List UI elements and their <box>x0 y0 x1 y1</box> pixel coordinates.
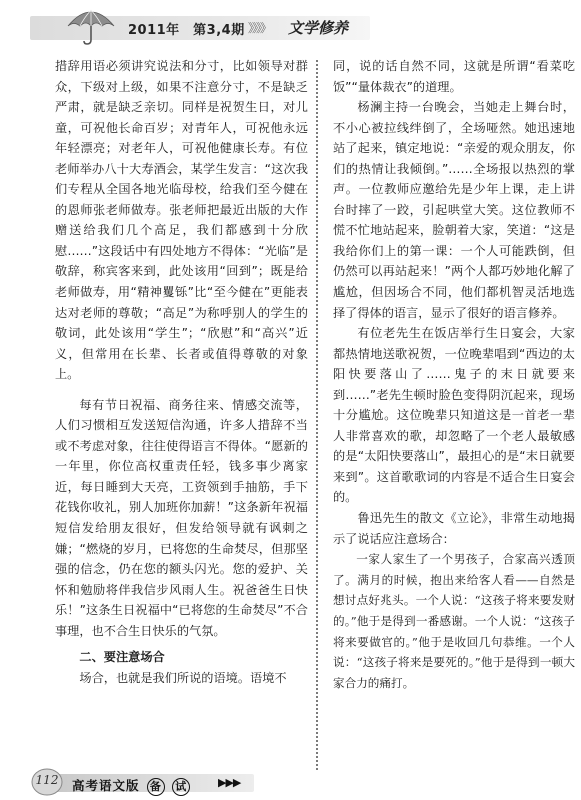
right-column <box>333 56 575 693</box>
paragraph: 同，说的话自然不同，这就是所谓“看菜吃饭”“量体裁衣”的道理。 <box>333 59 575 94</box>
page-header <box>0 0 581 46</box>
footer-arrows: ▶▶▶ <box>218 776 241 789</box>
quote-block: 一家人家生了一个男孩子，合家高兴透顶了。满月的时候，抱出来给客人看——自然是想讨点好兆头。一个人说：“这孩子将来要发财的。”他于是得到一番感谢。一个人说：“这孩子将来要做官的。”他于是收回几句恭维。一个人说：“这孩子将来是要死的。”他于是得到一顿大家合力的痛打。 <box>333 552 575 690</box>
umbrella-icon <box>64 4 118 46</box>
journal-mark: 备 <box>147 778 165 796</box>
paragraph: 场合，也就是我们所说的语境。语境不 <box>79 670 287 685</box>
journal-mark: 试 <box>172 778 190 796</box>
paragraph: 有位老先生在饭店举行生日宴会，大家都热情地送歌祝贺，一位晚辈唱到“西边的太阳快要落山了……鬼子的末日就要来到……”老先生顿时脸色变得阴沉起来，现场十分尴尬。这位晚辈只知道这是一首老一辈人非常喜欢的歌，却忽略了一个老人最敏感的是“太阳快要落山”，最担心的是“末日就要来到”。这首歌歌词的内容是不适合生日宴会的。 <box>333 326 575 505</box>
paragraph: 杨澜主持一台晚会，当她走上舞台时，不小心被拉线绊倒了，全场哑然。她迅速地站了起来，镇定地说：“亲爱的观众朋友，你们的热情让我倾倒。”……全场报以热烈的掌声。一位教师应邀给先是少年上课，走上讲台时摔了一跤，引起哄堂大笑。这位教师不慌不忙地站起来，脸朝着大家，笑道：“这是我给你们上的第一课：一个人可能跌倒，但仍然可以再站起来！”两个人都巧妙地化解了尴尬，但因场合不同，他们都机智灵活地选择了得体的语言，显示了很好的语言修养。 <box>333 100 575 320</box>
section-title: 文学修养 <box>288 19 349 37</box>
column-divider <box>316 60 320 770</box>
journal-name <box>72 776 190 796</box>
header-chevrons: 》》》》 <box>248 21 271 35</box>
page-number: 112 <box>35 773 59 787</box>
paragraph: 鲁迅先生的散文《立论》，非常生动地揭示了说话应注意场合： <box>333 511 575 546</box>
paragraph: 每有节日祝福、商务往来、情感交流等，人们习惯相互发送短信沟通，许多人措辞不当或不考虑对象，往往使得语言不得体。“愿新的一年里，你位高权重责任轻，钱多事少离家近，每日睡到大天亮，工资领到手抽筋，手下花钱你收礼，别人加班你加薪！”这条新年祝福短信发给朋友很好，但发给领导就有讽刺之嫌；“燃烧的岁月，已将您的生命焚尽，但那坚强的信念，仍在您的额头闪光。您的爱护、关怀和勉励将伴我信步风雨人生。祝爸爸生日快乐！”这条生日祝福中“已将您的生命焚尽”不合事理，也不合生日快乐的气氛。 <box>55 397 308 638</box>
left-column <box>55 56 308 688</box>
page-footer <box>0 764 581 800</box>
section-heading: 二、要注意场合 <box>79 650 165 665</box>
paragraph: 措辞用语必须讲究说法和分寸，比如领导对群众，下级对上级，如果不注意分寸，不是缺乏严肃，就是缺乏亲切。同样是祝贺生日，对儿童，可祝他长命百岁；对青年人，可祝他永远年轻漂亮；对老年人，可祝他健康长寿。有位老师举办八十大寿酒会，某学生发言：“这次我们专程从全国各地光临母校，给我们至今健在的恩师张老师做寿。张老师把最近出版的大作赠送给我们几个高足，我们都感到十分欣慰……”这段话中有四处地方不得体：“光临”是敬辞，称宾客来到，此处该用“回到”；既是给老师做寿，用“精神矍铄”比“至今健在”更能表达对老师的尊敬；“高足”为称呼别人的学生的敬词，此处该用“学生”；“欣慰”和“高兴”近义，但常用在长辈、长者或值得尊敬的对象上。 <box>55 59 308 382</box>
journal-title: 高考语文版 <box>72 778 140 793</box>
issue-label: 2011年 第3,4期 <box>128 23 245 38</box>
